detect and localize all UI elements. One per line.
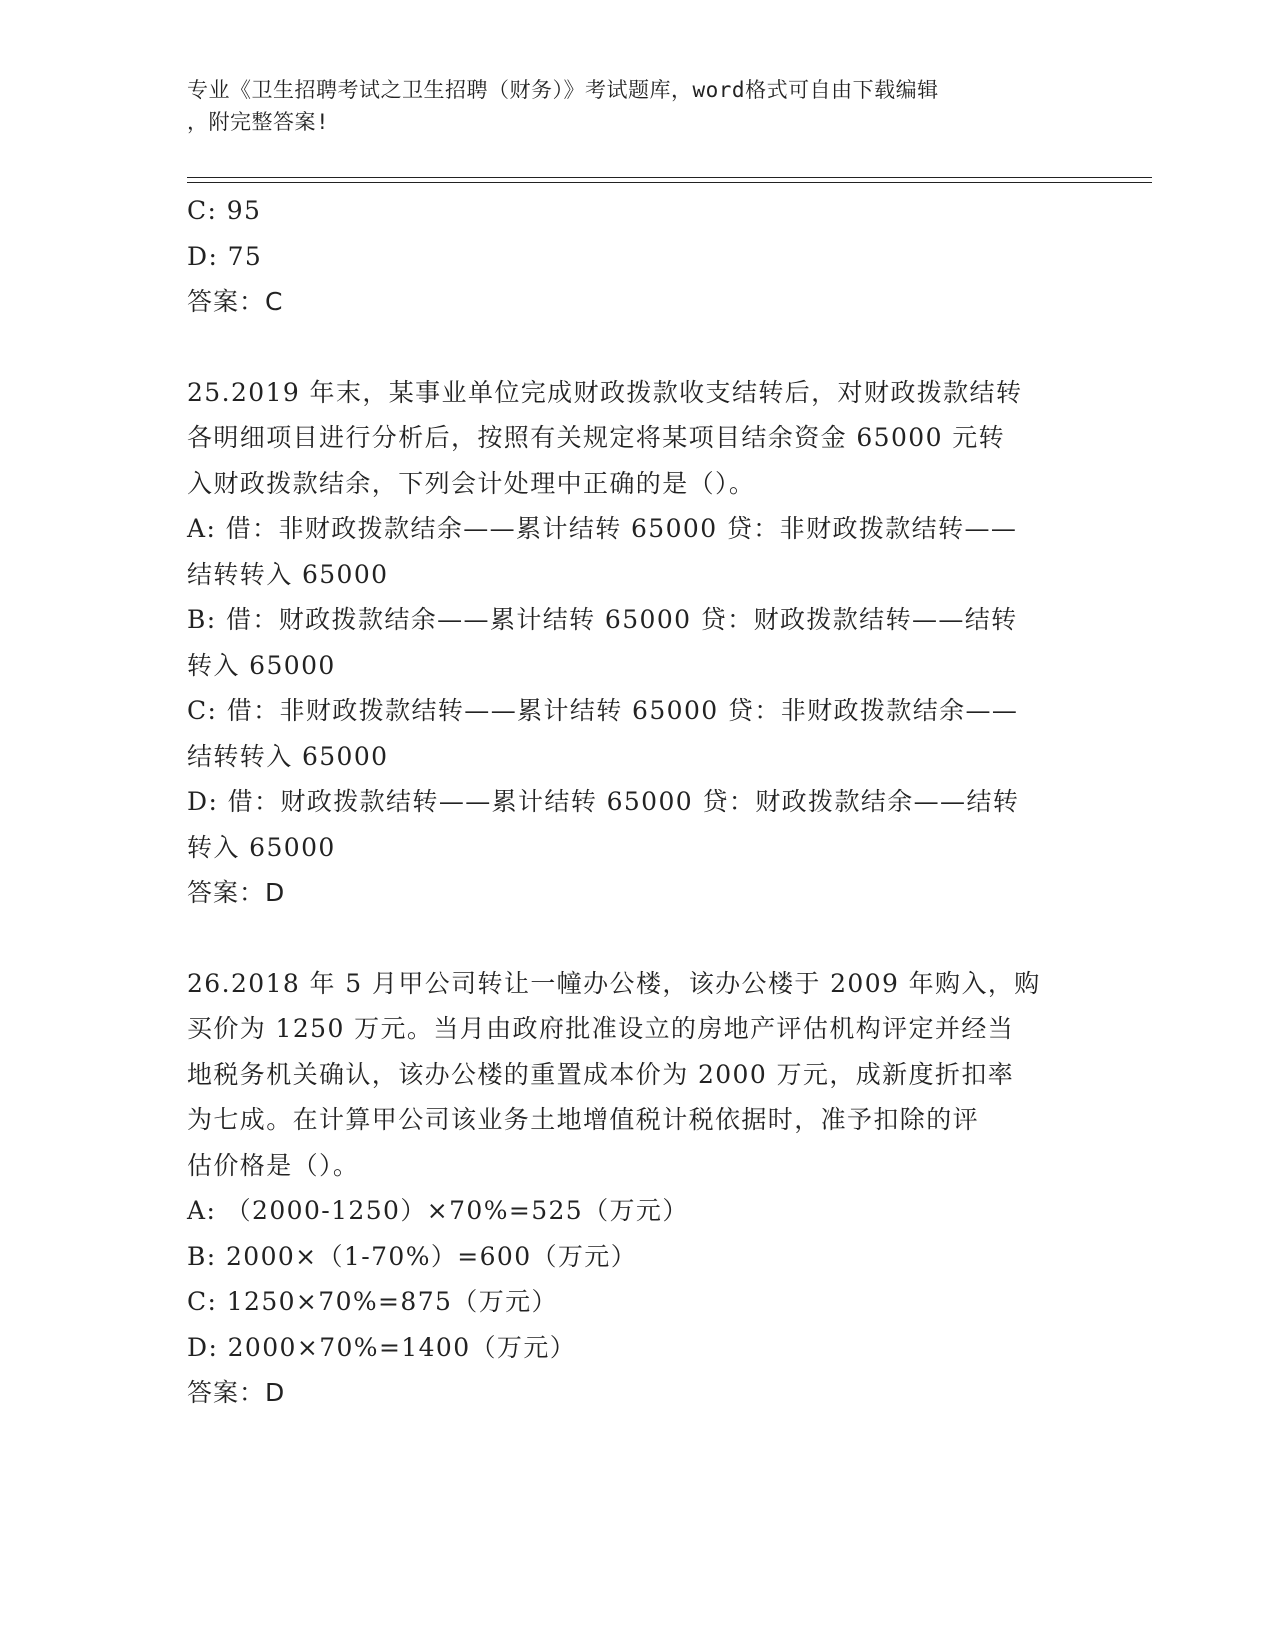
option-text: 95 xyxy=(226,196,262,225)
question-text: 2019 年末，某事业单位完成财政拨款收支结转后，对财政拨款结转 xyxy=(230,377,1023,407)
option-text: （2000-1250）×70%=525（万元） xyxy=(225,1196,689,1225)
option-continuation: 结转转入 65000 xyxy=(187,741,389,771)
question-text-line: 入财政拨款结余，下列会计处理中正确的是（）。 xyxy=(187,468,756,498)
answer-label: 答案： xyxy=(187,1378,266,1407)
header-divider-bottom xyxy=(187,182,1152,183)
question-text-line: 为七成。在计算甲公司该业务土地增值税计税依据时，准予扣除的评 xyxy=(187,1105,980,1134)
option-text: 1250×70%=875（万元） xyxy=(226,1287,558,1316)
option-label: D xyxy=(187,787,209,816)
option-line xyxy=(187,1234,1077,1280)
option-label: A xyxy=(187,514,207,543)
option-label: A xyxy=(187,1196,207,1225)
option-label: B xyxy=(187,1241,207,1271)
option-line xyxy=(187,1325,1077,1371)
option-separator: : xyxy=(208,1332,228,1362)
option-line xyxy=(187,779,1077,825)
answer-value: C xyxy=(265,287,284,316)
option-line xyxy=(187,506,1077,552)
option-separator: : xyxy=(206,605,226,634)
option-label: D xyxy=(187,241,209,271)
option-line xyxy=(187,688,1077,734)
header-title-line-2: ，附完整答案! xyxy=(187,110,330,134)
question-text-line: 地税务机关确认，该办公楼的重置成本价为 2000 万元，成新度折扣率 xyxy=(187,1059,1015,1089)
option-label: B xyxy=(187,605,207,634)
option-separator: : xyxy=(206,1196,226,1225)
option-label: C xyxy=(187,1287,208,1316)
option-text: 2000×70%=1400（万元） xyxy=(227,1332,577,1362)
option-label: D xyxy=(187,1332,209,1362)
option-text: 借：财政拨款结余——累计结转 65000 贷：财政拨款结转——结转 xyxy=(225,605,1018,634)
option-separator: : xyxy=(206,1241,226,1271)
option-text: 借：非财政拨款结余——累计结转 65000 贷：非财政拨款结转—— xyxy=(225,514,1018,543)
question-number: 25. xyxy=(187,377,231,407)
option-separator: : xyxy=(208,241,228,271)
option-text: 75 xyxy=(227,241,263,271)
answer-label: 答案： xyxy=(187,878,266,907)
answer-line xyxy=(187,279,1087,325)
header-title-line-1: 专业《卫生招聘考试之卫生招聘（财务）》考试题库，word格式可自由下载编辑 xyxy=(187,78,939,102)
option-continuation: 转入 65000 xyxy=(187,832,336,862)
answer-label: 答案： xyxy=(187,287,266,316)
document-header xyxy=(187,74,1067,138)
option-text: 借：财政拨款结转——累计结转 65000 贷：财政拨款结余——结转 xyxy=(227,787,1020,816)
question-number: 26. xyxy=(187,968,231,998)
option-line xyxy=(187,597,1077,643)
option-text: 2000×（1-70%）=600（万元） xyxy=(225,1241,638,1271)
header-divider-top xyxy=(187,177,1152,178)
option-separator: : xyxy=(207,696,227,725)
option-continuation: 转入 65000 xyxy=(187,650,336,680)
question-text-line xyxy=(187,370,1077,416)
option-line xyxy=(187,234,1087,280)
question-text-line: 买价为 1250 万元。当月由政府批准设立的房地产评估机构评定并经当 xyxy=(187,1014,1015,1043)
option-separator: : xyxy=(207,1287,227,1316)
question-26 xyxy=(187,961,1077,1416)
option-line xyxy=(187,188,1087,234)
answer-line xyxy=(187,1370,1077,1416)
prev-question-block xyxy=(187,188,1087,325)
spacer xyxy=(187,916,1087,961)
option-label: C xyxy=(187,696,208,725)
question-text-line: 各明细项目进行分析后，按照有关规定将某项目结余资金 65000 元转 xyxy=(187,423,1006,452)
option-separator: : xyxy=(208,787,228,816)
answer-value: D xyxy=(265,878,286,907)
spacer xyxy=(187,325,1087,370)
question-25 xyxy=(187,370,1077,916)
answer-line xyxy=(187,870,1077,916)
question-text-line xyxy=(187,961,1077,1007)
document-body xyxy=(187,188,1087,1416)
option-separator: : xyxy=(207,196,227,225)
option-label: C xyxy=(187,196,208,225)
question-text: 2018 年 5 月甲公司转让一幢办公楼，该办公楼于 2009 年购入，购 xyxy=(230,968,1041,998)
question-text-line: 估价格是（）。 xyxy=(187,1150,360,1180)
option-separator: : xyxy=(206,514,226,543)
option-line xyxy=(187,1279,1077,1325)
option-line xyxy=(187,1188,1077,1234)
answer-value: D xyxy=(265,1378,286,1407)
option-text: 借：非财政拨款结转——累计结转 65000 贷：非财政拨款结余—— xyxy=(226,696,1019,725)
option-continuation: 结转转入 65000 xyxy=(187,559,389,589)
